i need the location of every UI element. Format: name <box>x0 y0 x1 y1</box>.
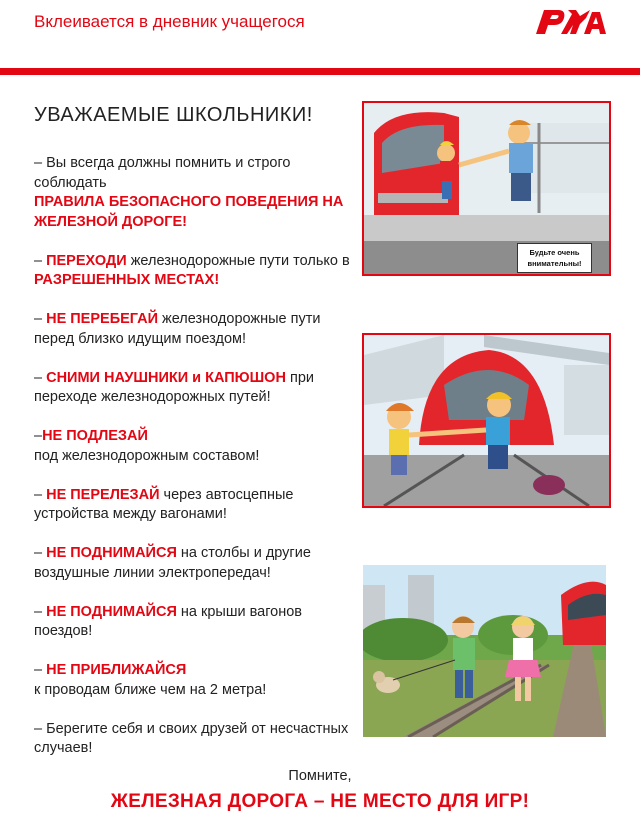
rule-item <box>34 661 354 700</box>
rule-text: на крыши вагонов поездов! <box>34 603 303 639</box>
rzd-logo <box>528 4 608 38</box>
rule-outro: – Берегите себя и своих друзей от несчастных случаев! <box>34 720 349 756</box>
rule-highlight: НЕ ПОДНИМАЙСЯ <box>46 603 177 620</box>
rules-list <box>34 154 354 778</box>
rule-dash: – <box>34 545 47 561</box>
rule-highlight: НЕ ПОДНИМАЙСЯ <box>46 545 177 561</box>
rule-dash: – <box>34 486 47 503</box>
header-divider <box>0 68 640 75</box>
header-note: Вклеивается в дневник учащегося <box>34 12 305 31</box>
rule-item <box>34 544 354 583</box>
rule-item <box>34 369 354 408</box>
rule-highlight: НЕ ПЕРЕБЕГАЙ <box>46 311 158 327</box>
illustration-children-on-tracks <box>363 565 606 737</box>
illustration-caption: Будьте очень внимательны! <box>517 243 592 273</box>
rule-text: под железнодорожным составом! <box>34 447 260 464</box>
rzd-logo-icon <box>528 4 608 38</box>
rule-intro <box>34 154 354 232</box>
rule-text: на столбы и другие воздушные линии электропередач! <box>34 545 311 581</box>
rule-text: железнодорожные пути перед близко идущим поездом! <box>34 311 321 347</box>
rule-dash: – <box>34 428 43 444</box>
rule-dash: – <box>34 311 47 327</box>
rule-highlight-2: РАЗРЕШЕННЫХ МЕСТАХ! <box>34 272 220 288</box>
rule-dash: – <box>34 252 47 269</box>
rule-dash: – <box>34 603 47 620</box>
rule-item <box>34 310 354 349</box>
illustration-tracks-art <box>364 335 609 506</box>
rule-intro-highlight: ПРАВИЛА БЕЗОПАСНОГО ПОВЕДЕНИЯ НА ЖЕЛЕЗНОЙ ДОРОГЕ! <box>34 194 344 230</box>
rule-highlight: ПЕРЕХОДИ <box>46 252 127 269</box>
rule-intro-text: – Вы всегда должны помнить и строго соблюдать <box>34 155 291 191</box>
footer-slogan: ЖЕЛЕЗНАЯ ДОРОГА – НЕ МЕСТО ДЛЯ ИГР! <box>110 791 530 812</box>
illustration-children-art <box>363 565 606 737</box>
illustration-tracks <box>362 333 611 508</box>
rule-highlight: СНИМИ НАУШНИКИ и КАПЮШОН <box>46 369 286 386</box>
rule-text: через автосцепные устройства между вагонами! <box>34 486 294 522</box>
rule-item <box>34 486 354 525</box>
rule-highlight: НЕ ПРИБЛИЖАЙСЯ <box>46 662 187 678</box>
rule-highlight: НЕ ПЕРЕЛЕЗАЙ <box>46 486 160 503</box>
footer-remember: Помните, <box>288 768 352 784</box>
page-title: УВАЖАЕМЫЕ ШКОЛЬНИКИ! <box>34 104 313 126</box>
rule-text: при переходе железнодорожных путей! <box>34 369 314 405</box>
rule-item <box>34 427 354 466</box>
rule-dash: – <box>34 662 47 678</box>
rule-item <box>34 603 354 642</box>
rule-dash: – <box>34 369 47 386</box>
rule-item <box>34 252 354 291</box>
rule-text: к проводам ближе чем на 2 метра! <box>34 681 267 698</box>
rule-highlight: НЕ ПОДЛЕЗАЙ <box>42 428 148 444</box>
rule-text: железнодорожные пути только в <box>126 252 350 269</box>
